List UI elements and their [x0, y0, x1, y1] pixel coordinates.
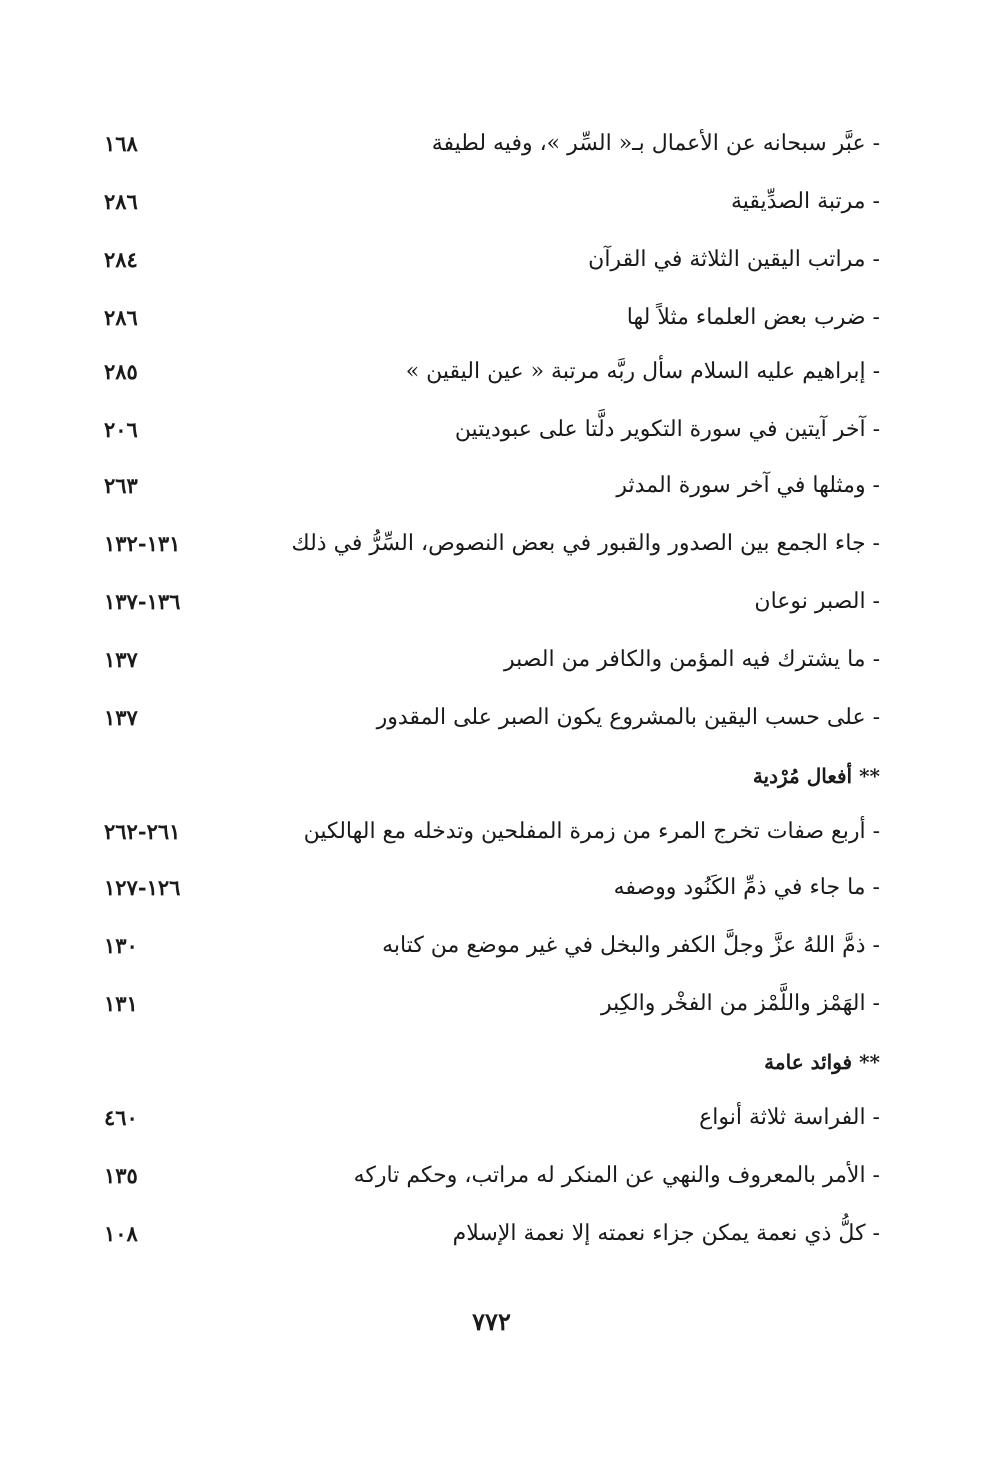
index-entry	[90, 1156, 880, 1196]
index-entry	[90, 466, 880, 506]
entry-page-number: ١٦٨	[104, 131, 138, 156]
index-entry	[90, 868, 880, 908]
index-entry	[90, 812, 880, 852]
page-number: ٧٧٢	[472, 1307, 511, 1336]
entry-text: - ذمَّ اللهُ عزَّ وجلَّ الكفر والبخل في غير موضع من كتابه	[382, 933, 880, 958]
entry-page-number: ٢٨٦	[104, 305, 138, 330]
index-entry	[90, 984, 880, 1024]
index-entry	[90, 698, 880, 738]
entry-text: - الأمر بالمعروف والنهي عن المنكر له مراتب، وحكم تاركه	[353, 1163, 880, 1188]
index-entry	[90, 524, 880, 564]
entry-page-number: ٢٦١-٢٦٢	[104, 819, 181, 844]
entry-text: - ما جاء في ذمِّ الكَنُود ووصفه	[613, 875, 880, 900]
index-entry	[90, 640, 880, 680]
entry-page-number: ٢٨٥	[104, 359, 138, 384]
entry-text: - الفراسة ثلاثة أنواع	[699, 1105, 880, 1130]
entry-text: - ومثلها في آخر سورة المدثر	[616, 473, 880, 498]
entry-page-number: ١٠٨	[104, 1221, 138, 1246]
section-heading-row	[90, 1042, 880, 1082]
entry-page-number: ١٣٥	[104, 1163, 138, 1188]
entry-page-number: ١٣١	[104, 991, 138, 1016]
entry-page-number: ٤٦٠	[104, 1105, 138, 1130]
entry-text: - أربع صفات تخرج المرء من زمرة المفلحين وتدخله مع الهالكين	[303, 819, 880, 844]
index-entry	[90, 410, 880, 450]
entry-page-number: ١٣٧	[104, 705, 138, 730]
entry-page-number: ١٣٠	[104, 933, 138, 958]
index-entry	[90, 582, 880, 622]
entry-text: - عبَّر سبحانه عن الأعمال بـ« السِّر »، وفيه لطيفة	[431, 131, 880, 156]
section-heading: ** أفعال مُرْدية	[752, 764, 880, 788]
entry-text: - الصبر نوعان	[754, 589, 880, 614]
index-entry	[90, 1214, 880, 1254]
entry-text: - الهَمْز واللَّمْز من الفخْر والكِبر	[601, 991, 880, 1016]
index-entry	[90, 124, 880, 164]
entry-text: - ضرب بعض العلماء مثلاً لها	[626, 305, 880, 330]
entry-page-number: ٢٨٤	[104, 247, 138, 272]
entry-text: - مرتبة الصدِّيقية	[730, 189, 880, 214]
entry-text: - آخر آيتين في سورة التكوير دلَّتا على عبوديتين	[454, 417, 880, 442]
entry-page-number: ١٣٦-١٣٧	[104, 589, 181, 614]
entry-page-number: ١٢٦-١٢٧	[104, 875, 181, 900]
entry-page-number: ٢٦٣	[104, 473, 138, 498]
entry-page-number: ١٣٧	[104, 647, 138, 672]
entry-text: - كلُّ ذي نعمة يمكن جزاء نعمته إلا نعمة الإسلام	[452, 1221, 880, 1246]
entry-page-number: ٢٠٦	[104, 417, 138, 442]
section-heading-row	[90, 756, 880, 796]
entry-page-number: ٢٨٦	[104, 189, 138, 214]
index-entry	[90, 926, 880, 966]
index-entry	[90, 298, 880, 338]
index-entry	[90, 182, 880, 222]
entry-text: - إبراهيم عليه السلام سأل ربَّه مرتبة « عين اليقين »	[405, 359, 880, 384]
entry-text: - ما يشترك فيه المؤمن والكافر من الصبر	[503, 647, 880, 672]
index-entry	[90, 352, 880, 392]
index-entry	[90, 1098, 880, 1138]
entry-page-number: ١٣١-١٣٢	[104, 531, 181, 556]
entry-text: - مراتب اليقين الثلاثة في القرآن	[588, 247, 880, 272]
entry-text: - جاء الجمع بين الصدور والقبور في بعض النصوص، السِّرُّ في ذلك	[291, 531, 880, 556]
index-entry	[90, 240, 880, 280]
section-heading: ** فوائد عامة	[764, 1050, 880, 1074]
entry-text: - على حسب اليقين بالمشروع يكون الصبر على المقدور	[376, 705, 880, 730]
